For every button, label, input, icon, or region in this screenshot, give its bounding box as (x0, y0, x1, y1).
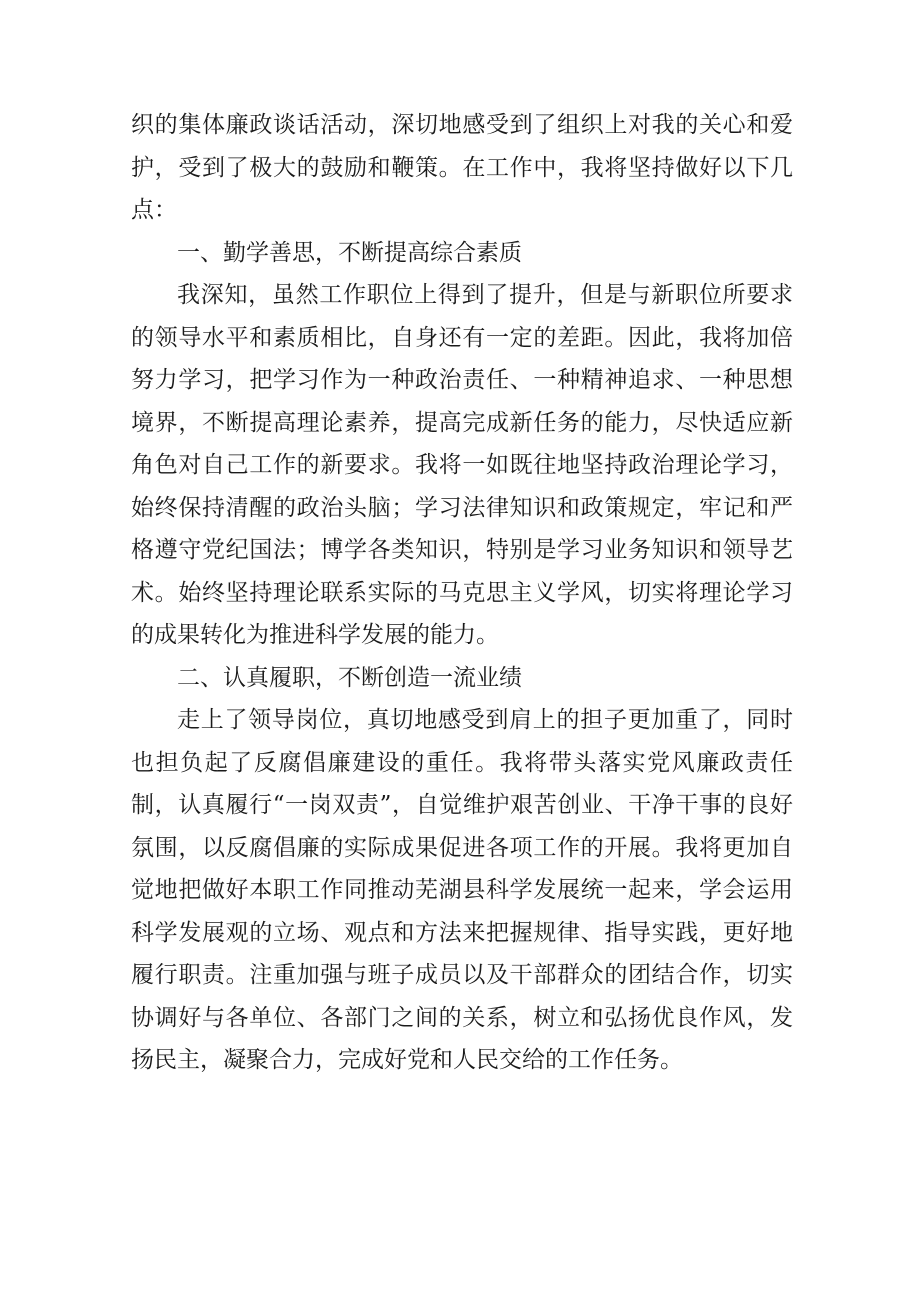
section-heading-2: 二、认真履职，不断创造一流业绩 (177, 664, 522, 691)
document-body (131, 104, 793, 1082)
paragraph-continuation: 织的集体廉政谈话活动，深切地感受到了组织上对我的关心和爱护，受到了极大的鼓励和鞭策。在工作中，我将坚持做好以下几点： (131, 112, 793, 223)
section-body-1: 我深知，虽然工作职位上得到了提升，但是与新职位所要求的领导水平和素质相比，自身还有一定的差距。因此，我将加倍努力学习，把学习作为一种政治责任、一种精神追求、一种思想境界，不断提高理论素养，提高完成新任务的能力，尽快适应新角色对自己工作的新要求。我将一如既往地坚持政治理论学习，始终保持清醒的政治头脑；学习法律知识和政策规定，牢记和严格遵守党纪国法；博学各类知识，特别是学习业务知识和领导艺术。始终坚持理论联系实际的马克思主义学风，切实将理论学习的成果转化为推进科学发展的能力。 (131, 282, 793, 648)
section-body-2: 走上了领导岗位，真切地感受到肩上的担子更加重了，同时也担负起了反腐倡廉建设的重任。我将带头落实党风廉政责任制，认真履行“一岗双责”，自觉维护艰苦创业、干净干事的良好氛围，以反腐倡廉的实际成果促进各项工作的开展。我将更加自觉地把做好本职工作同推动芜湖县科学发展统一起来，学会运用科学发展观的立场、观点和方法来把握规律、指导实践，更好地履行职责。注重加强与班子成员以及干部群众的团结合作，切实协调好与各单位、各部门之间的关系，树立和弘扬优良作风，发扬民主，凝聚合力，完成好党和人民交给的工作任务。 (131, 707, 793, 1073)
section-heading-1: 一、勤学善思，不断提高综合素质 (177, 239, 522, 266)
